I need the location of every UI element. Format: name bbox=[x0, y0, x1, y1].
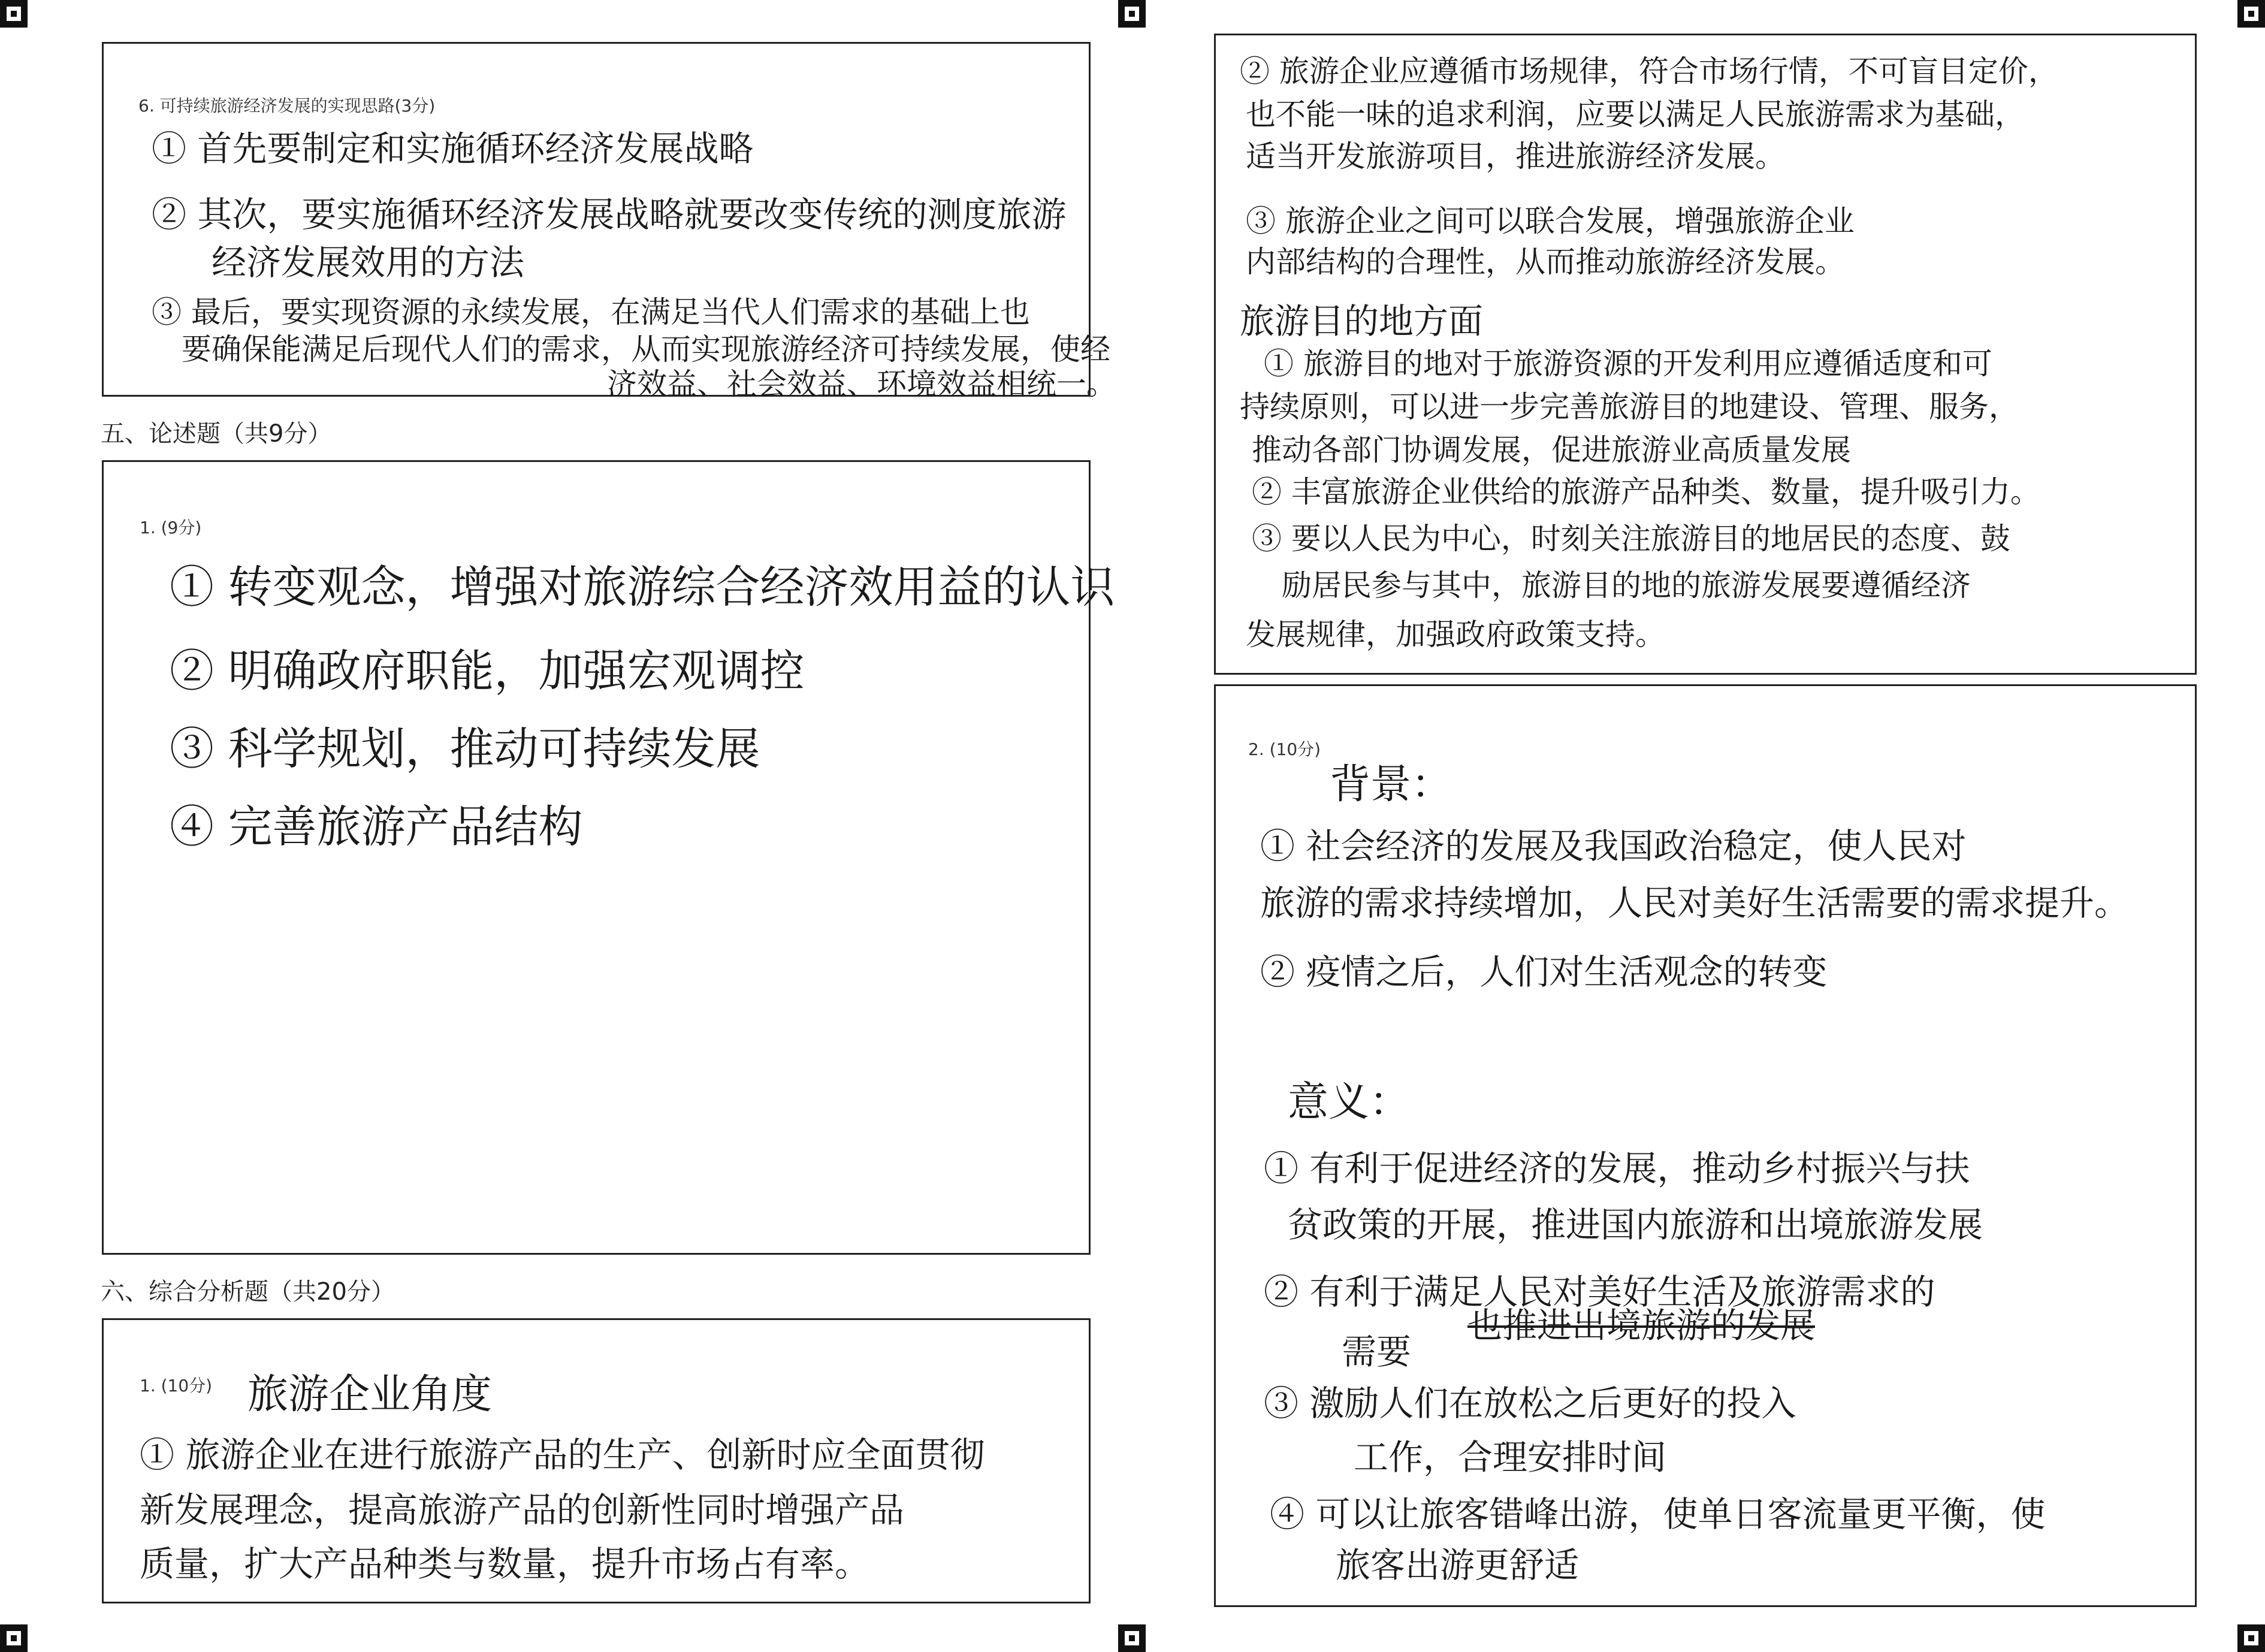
handwritten-line: ② 明确政府职能，加强宏观调控 bbox=[170, 645, 805, 697]
registration-mark-top-center bbox=[1118, 0, 1146, 28]
handwritten-line: 工作，合理安排时间 bbox=[1354, 1437, 1667, 1478]
handwritten-line: 推动各部门协调发展，促进旅游业高质量发展 bbox=[1252, 433, 1851, 467]
handwritten-line: 适当开发旅游项目，推进旅游经济发展。 bbox=[1246, 139, 1785, 174]
registration-mark-top-left bbox=[0, 0, 28, 28]
handwritten-line: 新发展理念，提高旅游产品的创新性同时增强产品 bbox=[140, 1490, 905, 1530]
question-label: 2. (10分) bbox=[1248, 739, 1321, 759]
handwritten-line: 励居民参与其中，旅游目的地的旅游发展要遵循经济 bbox=[1282, 568, 1971, 603]
handwritten-line: 要确保能满足后现代人们的需求，从而实现旅游经济可持续发展，使经 bbox=[182, 332, 1110, 367]
handwritten-line: ① 社会经济的发展及我国政治稳定，使人民对 bbox=[1260, 826, 1967, 866]
handwritten-line: ① 转变观念，增强对旅游综合经济效用益的认识 bbox=[170, 561, 1115, 613]
handwritten-line: ② 丰富旅游企业供给的旅游产品种类、数量，提升吸引力。 bbox=[1252, 475, 2040, 509]
handwritten-line: 持续原则，可以进一步完善旅游目的地建设、管理、服务， bbox=[1240, 389, 2019, 424]
handwritten-line: ③ 激励人们在放松之后更好的投入 bbox=[1264, 1383, 1796, 1424]
handwritten-line: ③ 要以人民为中心，时刻关注旅游目的地居民的态度、鼓 bbox=[1252, 521, 2010, 556]
section-heading: 六、综合分析题（共20分） bbox=[101, 1278, 395, 1306]
answer-box-analysis-2 bbox=[1214, 684, 2197, 1607]
handwritten-line: ③ 旅游企业之间可以联合发展，增强旅游企业 bbox=[1246, 204, 1855, 238]
handwritten-line: ④ 可以让旅客错峰出游，使单日客流量更平衡，使 bbox=[1270, 1494, 2046, 1535]
handwritten-line: 需要 bbox=[1342, 1331, 1412, 1372]
answer-box-analysis-1-continued bbox=[1214, 34, 2197, 675]
handwritten-line: 质量，扩大产品种类与数量，提升市场占有率。 bbox=[140, 1544, 870, 1584]
question-label: 1. (9分) bbox=[140, 518, 202, 537]
handwritten-line: ① 首先要制定和实施循环经济发展战略 bbox=[152, 128, 754, 169]
handwritten-line: ④ 完善旅游产品结构 bbox=[170, 801, 583, 853]
section-heading: 五、论述题（共9分） bbox=[101, 420, 332, 448]
answer-box-essay-1 bbox=[102, 460, 1115, 1255]
handwritten-line: 经济发展效用的方法 bbox=[212, 242, 525, 283]
registration-mark-bottom-center bbox=[1118, 1624, 1146, 1652]
handwritten-line: ② 有利于满足人民对美好生活及旅游需求的 bbox=[1264, 1272, 1935, 1312]
handwritten-heading: 背景： bbox=[1330, 761, 1452, 808]
handwritten-line: ① 有利于促进经济的发展，推动乡村振兴与扶 bbox=[1264, 1148, 1970, 1189]
handwritten-line: 济效益、社会效益、环境效益相统一。 bbox=[607, 367, 1116, 401]
handwritten-heading: 旅游目的地方面 bbox=[1240, 301, 1484, 342]
handwritten-line: 也不能一味的追求利润，应要以满足人民旅游需求为基础， bbox=[1246, 97, 2025, 132]
handwritten-line: ③ 最后，要实现资源的永续发展，在满足当代人们需求的基础上也 bbox=[152, 295, 1030, 330]
handwritten-line: 贫政策的开展，推进国内旅游和出境旅游发展 bbox=[1288, 1204, 1983, 1245]
struck-out-text: 也推进出境旅游的发展 bbox=[1467, 1305, 1816, 1346]
registration-mark-bottom-left bbox=[0, 1624, 28, 1652]
registration-mark-bottom-right bbox=[2237, 1624, 2265, 1652]
answer-box-analysis-1 bbox=[102, 1318, 1091, 1603]
handwritten-line: ① 旅游企业在进行旅游产品的生产、创新时应全面贯彻 bbox=[140, 1434, 985, 1475]
answer-box-q6 bbox=[102, 42, 1116, 401]
handwritten-line: ② 其次，要实施循环经济发展战略就要改变传统的测度旅游 bbox=[152, 194, 1067, 235]
handwritten-heading: 意义： bbox=[1288, 1079, 1411, 1126]
handwritten-line: 发展规律，加强政府政策支持。 bbox=[1246, 617, 1665, 652]
handwritten-heading: 旅游企业角度 bbox=[247, 1371, 493, 1418]
handwritten-line: 内部结构的合理性，从而推动旅游经济发展。 bbox=[1246, 244, 1845, 279]
question-label: 6. 可持续旅游经济发展的实现思路(3分) bbox=[138, 96, 436, 116]
handwritten-line: ② 疫情之后，人们对生活观念的转变 bbox=[1260, 952, 1828, 992]
handwritten-line: 旅游的需求持续增加，人民对美好生活需要的需求提升。 bbox=[1260, 883, 2130, 923]
handwritten-line: ③ 科学规划，推动可持续发展 bbox=[170, 723, 760, 775]
handwritten-line: ① 旅游目的地对于旅游资源的开发利用应遵循适度和可 bbox=[1264, 346, 1992, 381]
registration-mark-top-right bbox=[2237, 0, 2265, 28]
question-label: 1. (10分) bbox=[140, 1376, 213, 1396]
handwritten-line: ② 旅游企业应遵循市场规律，符合市场行情，不可盲目定价， bbox=[1240, 54, 2058, 89]
handwritten-line: 旅客出游更舒适 bbox=[1336, 1545, 1580, 1585]
